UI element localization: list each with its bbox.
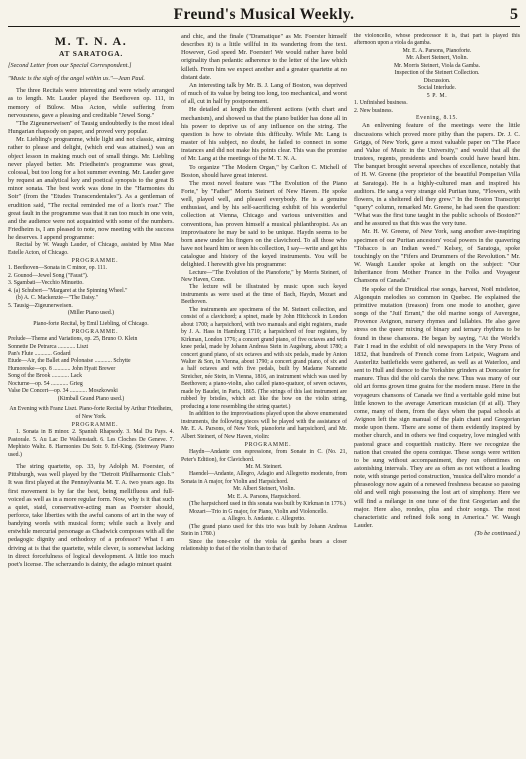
column-2	[181, 33, 347, 755]
programme-note: (The grand piano used for this trio was built by Johann Andreas Stein in 1780.)	[181, 523, 347, 538]
programme-item: Sonnette De Petrarca ............ Liszt	[8, 343, 89, 350]
performer: Mr. E. A. Parsons, Harpsichord.	[227, 493, 301, 500]
recital-credit: An Evening with Franz Liszt. Piano-forte Recital by Arthur Friedheim, of New York.	[9, 406, 173, 420]
paragraph: He detailed at length the different actions (with chart and mechanism), and showed us that the piano builder has done all in his power to deprive us of any influence on the string. The question is how to obviate this difficulty. While Mr. Lang is master of his subject, no doubt, he failed to connect in some instances and did not make his points clear. This was the promise of Mr. Lang at the meetings of the M. T. N. A.	[181, 106, 347, 163]
paragraph: The lecture will be illustrated by music upon such keyed instruments as were used at the time of Bach, Haydn, Mozart and Beethoven.	[181, 284, 347, 306]
programme-item: Haendel—Andante, Allegro, Adagio and Allegretto moderato, from Sonata in A major, for Violin and Harpsichord.	[181, 471, 347, 485]
schedule-time: Evening, 8.15.	[416, 114, 458, 121]
lecture-title: Lecture—"The Evolution of the Pianoforte," by Morris Steinert, of New Haven, Conn.	[181, 269, 347, 283]
article-subtitle: AT SARATOGA.	[58, 49, 124, 58]
programme-item: Haydn—Andante con espressione, from Sonate in C. (No. 21, Peter's Edition), for Clavichord.	[181, 449, 347, 463]
article-title: M. T. N. A.	[54, 34, 128, 48]
programme-item: 4. (a) Schubert—"Margaret at the Spinning Wheel."	[8, 287, 128, 294]
programme-heading: PROGRAMME.	[71, 328, 119, 335]
programme-item: Nocturne—op. 54 ............ Grieg	[8, 380, 83, 387]
paragraph: To organize "The Modern Organ," by Carlton C. Michell of Boston, should have great interest.	[181, 163, 347, 179]
performer: Mr. M. Steinert.	[245, 464, 283, 471]
schedule-item: Discussion.	[423, 77, 451, 84]
paragraph: The instruments are specimens of the M. Steinert collection, and consist of a clavichord; a spinet, made by John Hitchcock in London about 1700; a harpsichord, with two manuals and eight registers, made by J. A. Hass in Hamburg 1710; a harpsichord of four registers, by Kirkman, London 1776; a concert grand piano, of five octaves and with knee pedal, made by Johann Andreas Stein in Augsburg, about 1780; a concert grand piano, of six octaves and with six pedals, made by Anton Walter & Son, in Vienna, about 1790; a concert grand piano, of six and a half octaves and with five pedals, built by Madame Nannette Streicher, née Stein, in Vienna, 1816, an instrument which was used by Beethoven; a piano-violin, also called piano-quatuor, of seven octaves, made by Baudet, in Paris, 1865. (The strings of this last instrument are rubbed by bristles, which act like the bow on the violin string, producing a tone resembling the string quartet.)	[181, 306, 347, 410]
programme-item: (b) A. C. Mackenzie—"The Daisy."	[16, 295, 99, 302]
performer: Mr. Albert Steinert, Violin.	[233, 486, 295, 493]
programme-item: 5. Tausig—Zigeunerweisen.	[8, 302, 73, 309]
programme-note: (Miller Piano used.)	[67, 310, 115, 317]
programme-item: 1. Beethoven—Sonata in C minor, op. 111.	[8, 265, 107, 272]
programme-list	[8, 336, 174, 403]
performer: Mr. Albert Steinert, Violin.	[406, 55, 468, 62]
programme-item: Humoreske—op. 8 ............ John Hyatt Brewer	[8, 365, 116, 372]
paragraph: In addition to the improvisations played upon the above enumerated instruments, the following pieces will be played with the assistance of Mr. E. A. Parsons, of New York, pianoforte and harpsichord, and Mr. Albert Steinert, of New Haven, violin:	[181, 411, 347, 440]
paragraph: He spoke of the Druidical rise songs, harvest, Noël mistletoe, Algonquin melodies so common in Quebec. He explained the primitive mutation (treason) from one mode to another, gave songs of the "Juif Errant," the old marine songs of Auvergne, Provence Avignon, nursery rhymes and lullabies. He also gave stress on the queer mixing of binary and ternary rhythms to be found in these chansons. He began by saying, "At the World's Fair I read in the exhibit of old newspapers in the Very Press of 1832, that hundreds of French come from Leipsic, Wagram and Austerlitz battlefields were gathered, as well as at Waterloo, and sent to Hull and thence to the Yorkshire grinders at Doncaster for manure. Thus did the old carols the new. Thus was many of our old art forms grown time grains for the modern muse. Here in the voyageurs chansons of Canada we find a veritable gold mine but little known to the average American musician (if at all). They come, many of them, from the days when the papal schools at Avignon left the sign manual of the plain chant and Gregorian mode upon them. There are some of them evidently inspired by mother church, and in others we find coquetry, love mingled with pastoral grace and coquettish rusticity. Here we recognize the nation that created the opera comique. These songs were written to be sung without accompaniment, they run oftentimes on astonishing intervals. They are as often as not without a leading note, with strange period construction, 'musica dell'altro mondo' a phraseology now again of a renewed freshness because so passing old and well nigh possessing the lost art of simphony. Here we will find a mélange in one tune of the first Gregorian and the major. Here also, rondes, plus and choir songs. The most characteristic and refined folk song in America." W. Waugh Lauder.	[354, 285, 520, 530]
programme-item: Etude—Air, the Ballet and Polonaise ............ Schytte	[8, 358, 131, 365]
column-1	[8, 33, 174, 755]
programme-note: Since the tone-color of the viola da gamba bears a closer relationship to that of the violin than to that of	[181, 538, 347, 552]
schedule-item: 2. New business.	[354, 107, 393, 114]
paragraph: The three Recitals were interesting and were wisely arranged as to length. Mr. Lauder played the Beethoven op. 111, in memory of Bülow. Miss Acton, while suffering from nervousness, gave a pleasing and creditable "Jewel Song."	[8, 87, 174, 119]
programme-note: (Kimball Grand Piano used.)	[57, 395, 125, 402]
programme-note: (The harpsichord used in this sonata was built by Kirkman in 1776.)	[189, 501, 346, 508]
schedule-time: 5 P. M.	[426, 92, 448, 99]
page-number: 5	[510, 6, 518, 23]
schedule-item: 1. Unfinished business.	[354, 100, 408, 107]
performer: Mr. Morris Steinert, Viola da Gamba.	[393, 62, 481, 69]
paragraph: and chic, and the finale ("Dramatique" as Mr. Foerster himself describes it) is a little willful in its wandering from the text. However, God speed Mr. Foerster! We would rather have bold originality than pedantic adherence to the letter of the law which killeth. From him we expect another and a greater quartette at no distant date.	[181, 33, 347, 81]
paragraph: The most novel feature was "The Evolution of the Piano Forte," by "Father" Morris Steinert of New Haven. He spoke well, played well, and pleased everybody. He is a genuine enthusiast, and by his self-sacrificing exhibit of his wonderful collection at Vienna, Chicago and various universities and conventions, has proven himself a musical philanthropist. As an improvisatore he may be said to be unique. Haydn seems to be born anew under his fingers on the clavichord. To all those who have not heard him or seen his collection, I say—write and get his catalogue and history of the keyed instruments. You will be delighted. I herewith give his programme:	[181, 179, 347, 269]
recital-credit: Piano-forte Recital, by Emil Liebling, of Chicago.	[33, 320, 149, 327]
movements: a. Allegro. b. Andante. c. Allegretto.	[222, 516, 306, 523]
paragraph: An interesting talk by Mr. B. J. Lang of Boston, was deprived of much of its value by being too long, too mechanical, and worst of all, cut in half by postponement.	[181, 81, 347, 106]
programme-heading: PROGRAMME.	[71, 422, 119, 429]
programme-list	[8, 265, 174, 317]
programme-heading: PROGRAMME.	[71, 258, 119, 265]
epigraph: "Music is the sigh of the angel within us."—Jean Paul.	[8, 75, 146, 83]
programme-item: Prelude—Theme and Variations, op. 25, Bruno O. Klein	[8, 336, 138, 343]
paragraph: Mr. H. W. Greene, of New York, sang another awe-inspiring specimen of our Puritan ancestors' vocal powers in the quavering "Tobacco is an Indian weed." Kelsey, of Saratoga, spoke touchingly on the "Fifers and Drummers of the Revolution." Mr. W. Waugh Lauder spoke at length on the subject: "Our Inheritance from Mother France in the Folks and Voyageur Chansons of Canada."	[354, 228, 520, 285]
programme-item: Valse De Concert—op. 34 ............ Moszkowski	[8, 388, 118, 395]
paragraph: An enlivening feature of the meetings were the little discussions which proved more pithy than the papers. Dr. J. C. Griggs, of New York, gave a most valuable paper on "The Place and Value of Music in the University," and would that all the trustees, regents, presidents and boards could have heard him. The banquet brought several speeches of excellence, notably that of H. W. Greene (the proprietor of the beautiful Pompeiian Villa at Saratoga). He is a highly-cultured man and inspired his auditors. He sang a very strange old Puritan tune, "Flowers, with flowers, in a sheltered dell they grew." In the Boston Transcript "query" column, remarked Mr. Greene, he had seen the question: "What was the first tune taught in the public schools of Boston?" and he assured us that this was the very tune.	[354, 122, 520, 228]
programme-item: 3. Sgambati—Vecchio Minuetto.	[8, 280, 84, 287]
masthead: Freund's Musical Weekly.	[173, 6, 355, 23]
programme-item: Pan's Flute ............ Godard	[8, 351, 71, 358]
programme-item: Mozart—Trio in G major, for Piano, Violin and Violoncello.	[189, 508, 328, 515]
column-3	[354, 33, 520, 755]
programme-heading: PROGRAMME.	[244, 441, 292, 448]
programme-list: 1. Sonata in B minor. 2. Spanish Rhapsody. 3. Mal Du Pays. 4. Pastorale. 5. Au Lac De Wallenstadt. 6. Les Cloches De Geneve. 7. Mephisto Waltz. 8. Harmonies Du Soir. 9. Erl-King. (Steinway Piano used.)	[8, 429, 174, 458]
continued-note: (To be continued.)	[474, 530, 520, 538]
performer: Mr. E. A. Parsons, Pianoforte.	[402, 47, 472, 54]
paragraph: Mr. Liebling's programme, while light and not classic, aiming rather to please and delight, (which end was attained,) was an object lesson in making much out of small things. Mr. Liebling never played better. Mr. Friedheim's programme was great, colossal, but too long for a hot summer evening. Mr. Lauder gave by request an analytical key and poetical synopsis to the great B minor sonata. The best work was done in the "Harmonies du Soir" (from the "Etudes Transcendentales"). As a gentleman of erudition said, "The recital reminded me of a lion's roar." The great fault in the programme was that it ran too much in one vein, and the audience were not acquainted with some of the numbers. Friedheim is, I am pleased to note, now meeting with the success he deserves. I append programme:	[8, 136, 174, 242]
recital-credit: Recital by W. Waugh Lauder, of Chicago, assisted by Miss Mae Estelle Acton, of Chicago.	[8, 242, 174, 256]
paragraph: "The Zigeunerweisen" of Tausig undoubtedly is the most ideal Hungarian rhapsody on paper, and proved very popular.	[8, 119, 174, 136]
schedule-item: Inspection of the Steinert Collection.	[394, 70, 480, 77]
page-header	[8, 4, 520, 27]
programme-item: Song of the Brook ............ Lack	[8, 373, 82, 380]
schedule-item: Social Interlude.	[417, 85, 456, 92]
paragraph: the violoncello, whose predecessor it is, that part is played this afternoon upon a viola da gamba.	[354, 33, 520, 47]
paragraph: The string quartette, op. 33, by Adolph M. Foerster, of Pittsburgh, was well played by the "Detroit Philharmonic Club." It was first played at the Pennsylvania M. T. A. two years ago. Its first movement is by far the best, being mellifluous and full-voiced as well as in a more regular form. Now, why is it that such a quiet, staid, conservative-acting man as Foerster should, perforce, take liberties with the awful canons of art in the way of bandying words with musical form; while such a lively and erstwhile mercurial personage as Chadwick composes with all the pedagogic dignity and orthodoxy of a professor? What I am driving at is that the quartette, while clever, is somewhat lacking in direct forcefulness of logical development. A little too much poet's license. The scherzando is dainty, the adagio minuet quaint	[8, 463, 174, 568]
article-columns	[8, 33, 520, 755]
correspondent-note: [Second Letter from our Special Correspondent.]	[8, 62, 132, 69]
programme-item: 2. Gounod—Jewel Song ("Faust").	[8, 272, 89, 279]
